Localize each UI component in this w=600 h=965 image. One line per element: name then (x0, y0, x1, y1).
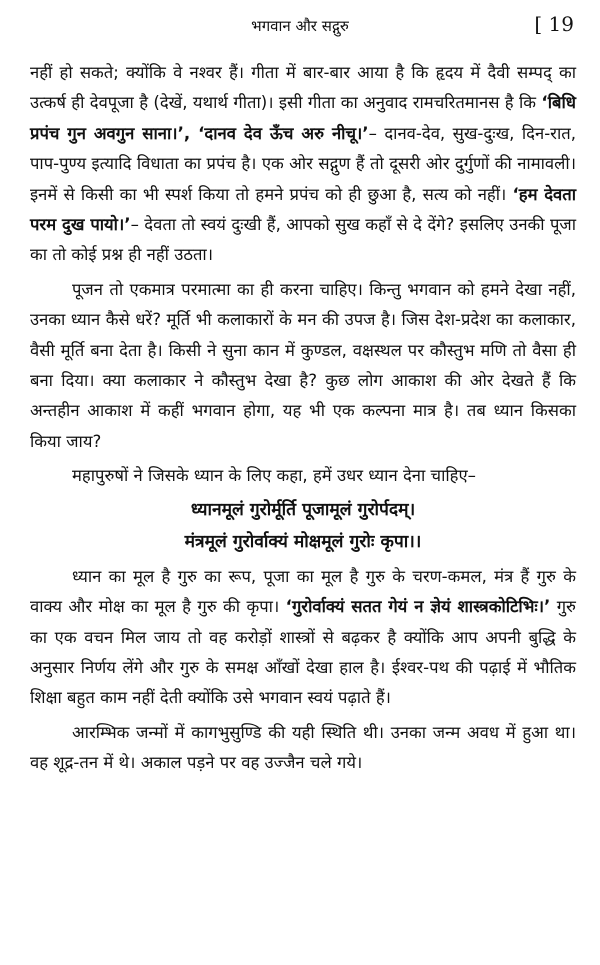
verse-line-2: मंत्रमूलं गुरोर्वाक्यं मोक्षमूलं गुरोः कृपा।। (184, 531, 422, 552)
paragraph-4-text-b: गुरु का एक वचन मिल जाय तो वह करोड़ों शास्त्रों से बढ़कर है क्योंकि आप अपनी बुद्धि के अनुसार निर्णय लेंगे और गुरु के समक्ष आँखों देखा हाल है। ईश्वर-पथ की पढ़ाई में भौतिक शिक्षा बहुत काम नहीं देती क्योंकि उसे भगवान स्वयं पढ़ाते हैं। (30, 597, 576, 708)
devata-quote: ‘हम देवता परम दुख पायो।’ (30, 184, 576, 235)
ramcharitmanas-quote: ‘बिधि प्रपंच गुन अवगुन साना।’, ‘दानव देव ऊँच अरु नीचू।’ (30, 93, 576, 143)
running-title: भगवान और सद्गुरु (251, 17, 349, 35)
paragraph-3: महापुरुषों ने जिसके ध्यान के लिए कहा, हमें उधर ध्यान देना चाहिए– (72, 466, 476, 486)
page-body (30, 58, 576, 779)
paragraph-2: पूजन तो एकमात्र परमात्मा का ही करना चाहिए। किन्तु भगवान को हमने देखा नहीं, उनका ध्यान कैसे धरें? मूर्ति भी कलाकारों के मन की उपज है। जिस देश-प्रदेश का कलाकार, वैसी मूर्ति बना देता है। किसी ने सुना कान में कुण्डल, वक्षस्थल पर कौस्तुभ मणि तो वैसा ही बना दिया। क्या कलाकार ने कौस्तुभ देखा है? कुछ लोग आकाश की ओर देखते हैं कि अन्तहीन आकाश में कहीं भगवान होगा, यह भी एक कल्पना मात्र है। तब ध्यान किसका किया जाय? (30, 279, 576, 451)
verse-line-1: ध्यानमूलं गुरोर्मूर्ति पूजामूलं गुरोर्पदम्। (190, 499, 416, 520)
paragraph-4-text-a: ध्यान का मूल है गुरु का रूप, पूजा का मूल है गुरु के चरण-कमल, मंत्र हैं गुरु के वाक्य और मोक्ष का मूल है गुरु की कृपा। (30, 566, 576, 617)
sanskrit-verse (30, 494, 576, 558)
guru-vakya-quote: ‘गुरोर्वाक्यं सतत गेयं न ज्ञेयं शास्त्रकोटिभिः।’ (285, 597, 551, 617)
paragraph-1 (30, 58, 576, 271)
paragraph-1-text-a: नहीं हो सकते; क्योंकि वे नश्वर हैं। गीता में बार-बार आया है कि हृदय में दैवी सम्पद् का उत्कर्ष ही देवपूजा है (देखें, यथार्थ गीता)। इसी गीता का अनुवाद रामचरितमानस है कि (30, 63, 576, 113)
paragraph-5: आरम्भिक जन्मों में कागभुसुण्डि की यही स्थिति थी। उनका जन्म अवध में हुआ था। वह शूद्र-तन में थे। अकाल पड़ने पर वह उज्जैन चले गये। (30, 722, 576, 773)
paragraph-4 (30, 562, 576, 714)
page-number: [ 19 (534, 12, 574, 36)
paragraph-1-text-c: – देवता तो स्वयं दुःखी हैं, आपको सुख कहाँ से दे देंगे? इसलिए उनकी पूजा का तो कोई प्रश्न ही नहीं उठता। (30, 215, 577, 265)
paragraph-1-text-b: – दानव-देव, सुख-दुःख, दिन-रात, पाप-पुण्य इत्यादि विधाता का प्रपंच है। एक ओर सद्गुण हैं तो दूसरी ओर दुर्गुणों की नामावली। इनमें से किसी का भी स्पर्श किया तो हमने प्रपंच को ही छुआ है, सत्य को नहीं। (30, 123, 577, 204)
page-header (0, 12, 600, 44)
